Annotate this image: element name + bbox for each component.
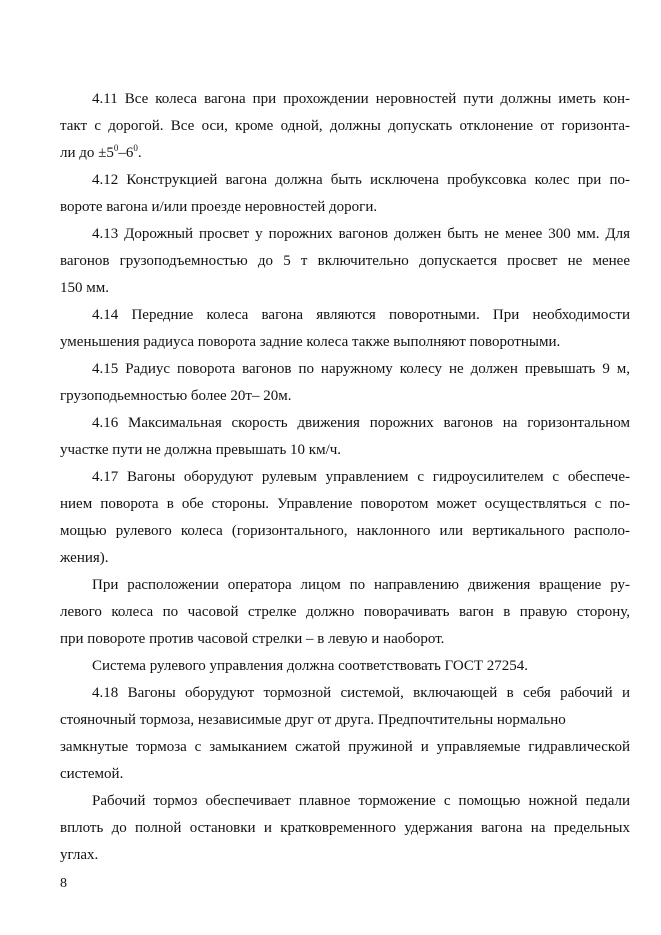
- paragraph-gost: [60, 653, 630, 680]
- text-line: стояночный тормоза, независимые друг от друга. Предпочтительны нормально: [60, 712, 566, 728]
- text-line: грузоподьемностью более 20т– 20м.: [60, 388, 292, 404]
- text-line: при повороте против часовой стрелки – в левую и наоборот.: [60, 631, 445, 647]
- paragraph-4-15: [60, 356, 630, 410]
- paragraph-4-16: [60, 410, 630, 464]
- text-line: 4.11 Все колеса вагона при прохождении неровностей пути должны иметь кон-: [92, 91, 630, 107]
- text-fragment: –6: [118, 145, 134, 161]
- text-line: 4.13 Дорожный просвет у порожних вагонов должен быть не менее 300 мм. Для: [92, 226, 630, 242]
- text-line: вплоть до полной остановки и кратковременного удержания вагона на предельных: [60, 820, 630, 836]
- text-line: уменьшения радиуса поворота задние колеса также выполняют поворотными.: [60, 334, 561, 350]
- text-line: [60, 140, 630, 167]
- text-line: При расположении оператора лицом по направлению движения вращение ру-: [92, 577, 630, 593]
- text-line: Система рулевого управления должна соответствовать ГОСТ 27254.: [92, 658, 529, 674]
- paragraph-4-14: [60, 302, 630, 356]
- text-line: вороте вагона и/или проезде неровностей дороги.: [60, 199, 378, 215]
- text-line: 4.18 Вагоны оборудуют тормозной системой, включающей в себя рабочий и: [92, 685, 630, 701]
- paragraph-4-17: [60, 464, 630, 572]
- text-line: углах.: [60, 847, 99, 863]
- paragraph-service-brake: [60, 788, 630, 869]
- paragraph-steering-direction: [60, 572, 630, 653]
- degree-superscript: 0: [113, 143, 119, 153]
- degree-superscript: 0: [133, 143, 138, 153]
- document-body: [60, 86, 630, 869]
- text-line: 4.12 Конструкцией вагона должна быть исключена пробуксовка колес при по-: [92, 172, 630, 188]
- text-line: системой.: [60, 766, 124, 782]
- text-line: участке пути не должна превышать 10 км/ч.: [60, 442, 342, 458]
- text-line: 4.14 Передние колеса вагона являются поворотными. При необходимости: [92, 307, 630, 323]
- text-line: жения).: [60, 550, 109, 566]
- text-line: левого колеса по часовой стрелке должно поворачивать вагон в правую сторону,: [60, 604, 630, 620]
- text-line: 4.17 Вагоны оборудуют рулевым управлением с гидроусилителем с обеспече-: [92, 469, 630, 485]
- text-fragment: .: [137, 145, 142, 161]
- text-line: 4.15 Радиус поворота вагонов по наружному колесу не должен превышать 9 м,: [92, 361, 630, 377]
- page-number: 8: [60, 876, 67, 891]
- paragraph-4-11: [60, 86, 630, 167]
- paragraph-4-13: [60, 221, 630, 302]
- text-line: вагонов грузоподъемностью до 5 т включительно допускается просвет не менее: [60, 253, 630, 269]
- text-fragment: ли до ±5: [60, 145, 114, 161]
- text-line: нием поворота в обе стороны. Управление поворотом может осуществляться с по-: [60, 496, 630, 512]
- text-line: мощью рулевого колеса (горизонтального, наклонного или вертикального располо-: [60, 523, 630, 539]
- text-line: такт с дорогой. Все оси, кроме одной, должны допускать отклонение от горизонта-: [60, 118, 630, 134]
- text-line: 150 мм.: [60, 280, 109, 296]
- paragraph-4-18: [60, 680, 630, 788]
- text-line: замкнутые тормоза с замыканием сжатой пружиной и управляемые гидравлической: [60, 739, 630, 755]
- text-line: Рабочий тормоз обеспечивает плавное торможение с помощью ножной педали: [92, 793, 630, 809]
- text-line: 4.16 Максимальная скорость движения порожних вагонов на горизонтальном: [92, 415, 630, 431]
- paragraph-4-12: [60, 167, 630, 221]
